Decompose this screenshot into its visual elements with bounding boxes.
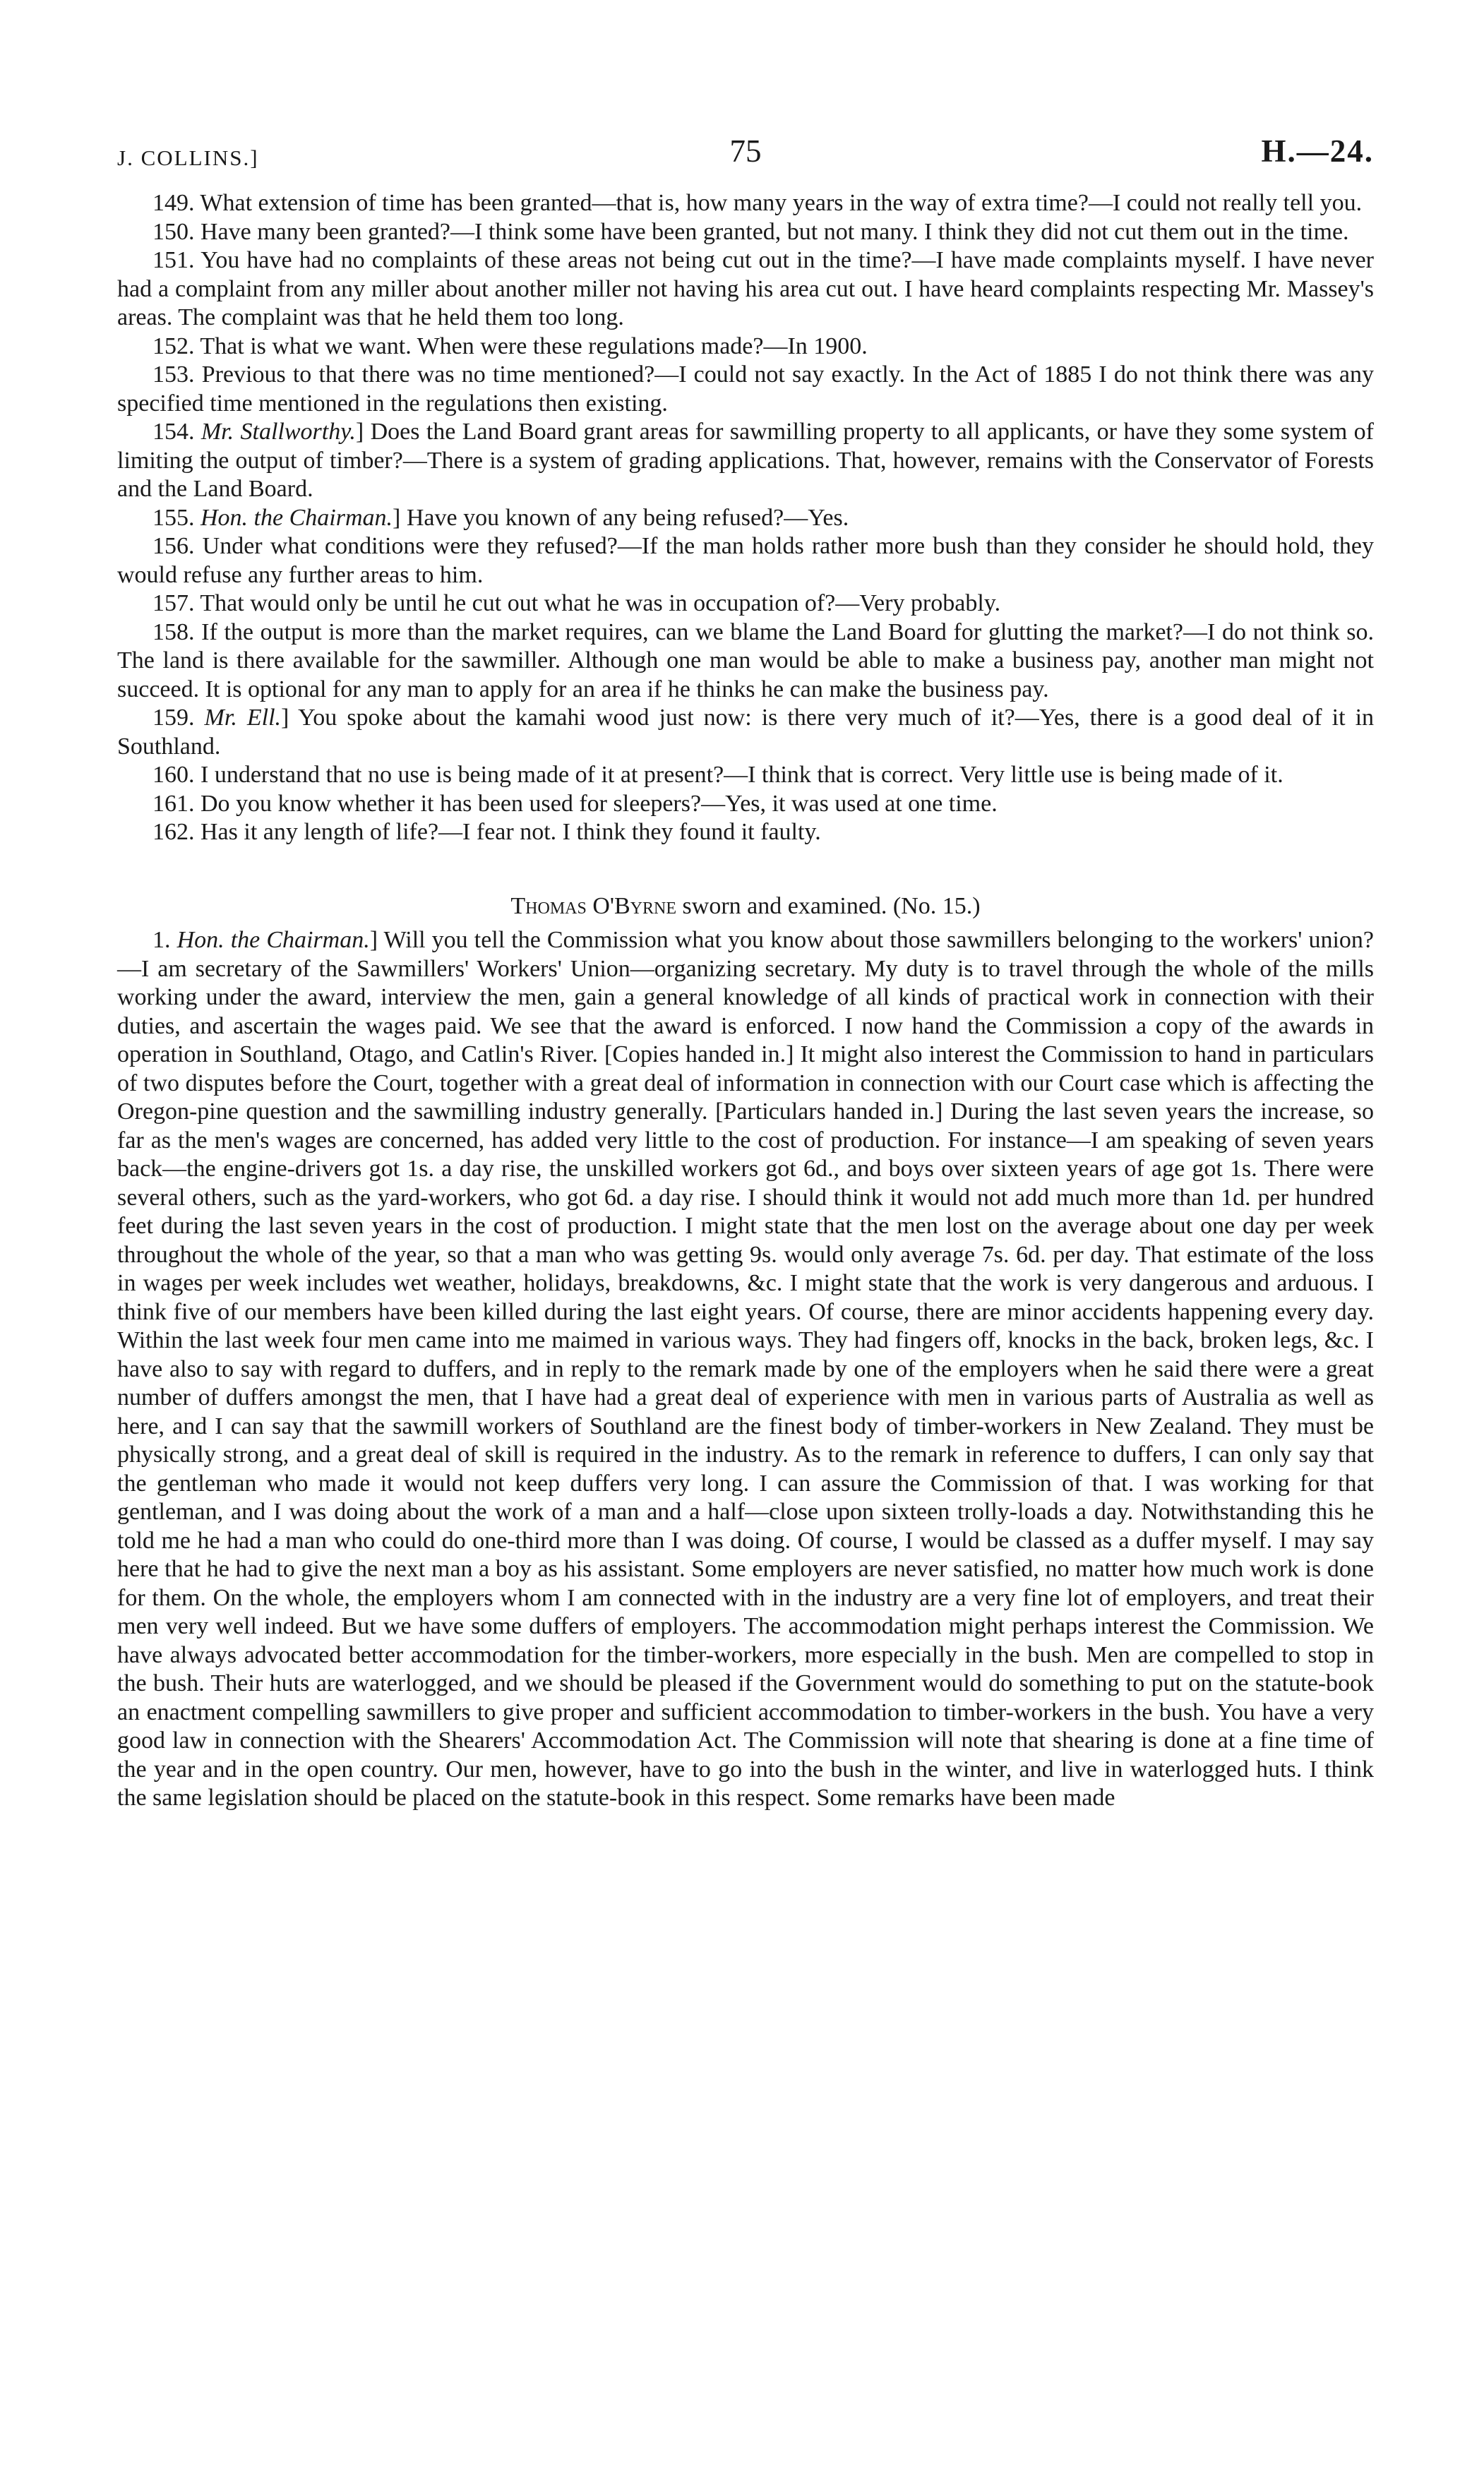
question-number: 149. xyxy=(152,190,195,216)
qa-paragraph xyxy=(117,618,1374,705)
qa-paragraph: 1. Hon. the Chairman.] Will you tell the Commission what you know about those sawmillers belonging to the workers' union?—I am secretary of the Sawmillers' Workers' Union—organizing secretary. My duty is to travel through the whole of the mills working under the award, interview the men, gain a general knowledge of all kinds of practical work in connection with their duties, and ascertain the wages paid. We see that the award is enforced. I now hand the Commission a copy of the awards in operation in Southland, Otago, and Catlin's River. [Copies handed in.] It might also interest the Commission to hand in particulars of two disputes before the Court, together with a great deal of information in connection with our Court case which is affecting the Oregon-pine question and the sawmilling industry generally. [Particulars handed in.] During the last seven years the increase, so far as the men's wages are concerned, has added very little to the cost of production. For instance—I am speaking of seven years back—the engine-drivers got 1s. a day rise, the unskilled workers got 6d., and boys over sixteen years of age got 1s. There were several others, such as the yard-workers, who got 6d. a day rise. I should think it would not add much more than 1d. per hundred feet during the last seven years in the cost of production. I might state that the men lost on the average about one day per week throughout the whole of the year, so that a man who was getting 9s. would only average 7s. 6d. per day. That estimate of the loss in wages per week includes wet weather, holidays, breakdowns, &c. I might state that the work is very dangerous and arduous. I think five of our members have been killed during the last eight years. Of course, there are minor accidents happening every day. Within the last week four men came into me maimed in various ways. They had fingers off, knocks in the back, broken legs, &c. I have also to say with regard to duffers, and in reply to the remark made by one of the employers when he said there were a great number of duffers amongst the men, that I have had a great deal of experience with men in various parts of Australia as well as here, and I can say that the sawmill workers of Southland are the finest body of timber-workers in New Zealand. They must be physically strong, and a great deal of skill is required in the industry. As to the remark in reference to duffers, I can only say that the gentleman who made it would not keep duffers very long. I can assure the Commission of that. I was working for that gentleman, and I was doing about the work of a man and a half—close upon sixteen trolly-loads a day. Notwithstanding this he told me he had a man who could do one-third more than I was doing. Of course, I would be classed as a duffer myself. I may say here that he had to give the next man a boy as his assistant. Some employers are never satisfied, no matter how much work is done for them. On the whole, the employers whom I am connected with in the industry are a very fine lot of employers, and treat their men very well indeed. But we have some duffers of employers. The accommodation might perhaps interest the Commission. We have always advocated better accommodation for the timber-workers, more especially in the bush. Men are compelled to stop in the bush. Their huts are waterlogged, and we should be pleased if the Government would do something to put on the statute-book an enactment compelling sawmillers to give proper and sufficient accommodation to timber-workers in the bush. You have a very good law in connection with the Shearers' Accommodation Act. The Commission will note that shearing is done at a fine time of the year and in the open country. Our men, however, have to go into the bush in the winter, and live in waterlogged huts. I think the same legislation should be placed on the statute-book in this respect. Some remarks have been made xyxy=(117,927,1375,1811)
qa-paragraph xyxy=(117,189,1374,218)
qa-text: Will you tell the Commission what you know about those sawmillers belonging to the workers' union?—I am secretary of the Sawmillers' Workers' Union—organizing secretary. My duty is to travel through the whole of the mills working under the award, interview the men, gain a general knowledge of all kinds of practical work in connection with their duties, and ascertain the wages paid. We see that the award is enforced. I now hand the Commission a copy of the awards in operation in Southland, Otago, and Catlin's River. [Copies handed in.] It might also interest the Commission to hand in particulars of two disputes before the Court, together with a great deal of information in connection with our Court case which is affecting the Oregon-pine question and the sawmilling industry generally. [Particulars handed in.] During the last seven years the increase, so far as the men's wages are concerned, has added very little to the cost of production. For instance—I am speaking of seven years back—the engine-drivers got 1s. a day rise, the unskilled workers got 6d., and boys over sixteen years of age got 1s. There were several others, such as the yard-workers, who got 6d. a day rise. I should think it would not add much more than 1d. per hundred feet during the last seven years in the cost of production. I might state that the men lost on the average about one day per week throughout the whole of the year, so that a man who was getting 9s. would only average 7s. 6d. per day. That estimate of the loss in wages per week includes wet weather, holidays, breakdowns, &c. I might state that the work is very dangerous and arduous. I think five of our members have been killed during the last eight years. Of course, there are minor accidents happening every day. Within the last week four men came into me maimed in various ways. They had fingers off, knocks in the back, broken legs, &c. I have also to say with regard to duffers, and in reply to the remark made by one of the employers when he said there were a great number of duffers amongst the men, that I have had a great deal of experience with men in various parts of Australia as well as here, and I can say that the sawmill workers of Southland are the finest body of timber-workers in New Zealand. They must be physically strong, and a great deal of skill is required in the industry. As to the remark in reference to duffers, I can only say that the gentleman who made it would not keep duffers very long. I can assure the Commission of that. I was working for that gentleman, and I was doing about the work of a man and a half—close upon sixteen trolly-loads a day. Notwithstanding this he told me he had a man who could do one-third more than I was doing. Of course, I would be classed as a duffer myself. I may say here that he had to give the next man a boy as his assistant. Some employers are never satisfied, no matter how much work is done for them. On the whole, the employers whom I am connected with in the industry are a very fine lot of employers, and treat their men very well indeed. But we have some duffers of employers. The accommodation might perhaps interest the Commission. We have always advocated better accommodation for the timber-workers, more especially in the bush. Men are compelled to stop in the bush. Their huts are waterlogged, and we should be pleased if the Government would do something to put on the statute-book an enactment compelling sawmillers to give proper and sufficient accommodation to timber-workers in the bush. You have a very good law in connection with the Shearers' Accommodation Act. The Commission will note that shearing is done at a fine time of the year and in the open country. Our men, however, have to go into the bush in the winter, and live in waterlogged huts. I think the same legislation should be placed on the statute-book in this respect. Some remarks have been made xyxy=(117,927,1375,1811)
question-number: 161. xyxy=(152,790,195,817)
question-number: 160. xyxy=(152,762,195,788)
question-number: 155. xyxy=(152,504,195,531)
qa-paragraph xyxy=(117,761,1374,790)
question-number: 150. xyxy=(152,218,195,245)
qa-text: If the output is more than the market requires, can we blame the Land Board for glutting the market?—I do not think so. The land is there available for the sawmiller. Although one man would be able to make a business pay, another man might not succeed. It is optional for any man to apply for an area if he thinks he can make the business pay. xyxy=(117,618,1375,702)
witness-name: Thomas O'Byrne xyxy=(510,892,677,919)
qa-text: Under what conditions were they refused?—If the man holds rather more bush than they consider he should hold, they would refuse any further areas to him. xyxy=(117,533,1375,588)
qa-paragraph xyxy=(117,790,1374,819)
qa-text: Previous to that there was no time mentioned?—I could not say exactly. In the Act of 1885 I do not think there was any specified time mentioned in the regulations then existing. xyxy=(117,361,1375,417)
qa-paragraph: 154. Mr. Stallworthy.] Does the Land Board grant areas for sawmilling property to all applicants, or have they some system of limiting the output of timber?—There is a system of grading applications. That, however, remains with the Conservator of Forests and the Land Board. xyxy=(117,419,1374,502)
qa-paragraph xyxy=(117,218,1374,247)
qa-text: That is what we want. When were these regulations made?—In 1900. xyxy=(200,333,868,359)
qa-paragraph xyxy=(117,818,1374,847)
qa-text: Do you know whether it has been used for sleepers?—Yes, it was used at one time. xyxy=(201,790,998,817)
qa-paragraph: 155. Hon. the Chairman.] Have you known of any being refused?—Yes. xyxy=(152,504,849,531)
sworn-text: sworn and examined. (No. 15.) xyxy=(676,892,981,919)
page-header xyxy=(117,133,1374,189)
question-number: 162. xyxy=(152,819,195,845)
speaker-name: Hon. the Chairman. xyxy=(176,927,370,953)
qa-text: What extension of time has been granted—that is, how many years in the way of extra time?—I could not really tell you. xyxy=(200,190,1363,216)
qa-paragraph xyxy=(117,333,1374,361)
qa-text: Does the Land Board grant areas for sawmilling property to all applicants, or have they some system of limiting the output of timber?—There is a system of grading applications. That, however, remains with the Conservator of Forests and the Land Board. xyxy=(117,419,1374,502)
speaker-name: Hon. the Chairman. xyxy=(201,504,393,531)
question-number: 157. xyxy=(152,590,195,616)
qa-paragraph xyxy=(117,532,1374,589)
qa-text: That would only be until he cut out what he was in occupation of?—Very probably. xyxy=(200,590,1001,616)
document-page xyxy=(117,133,1374,1813)
question-number: 154. xyxy=(152,419,195,445)
qa-block-collins xyxy=(117,189,1374,847)
question-number: 159. xyxy=(152,705,195,731)
qa-text: You spoke about the kamahi wood just now: is there very much of it?—Yes, there is a good deal of it in Southland. xyxy=(117,705,1375,760)
report-id: H.—24. xyxy=(1261,133,1374,169)
question-number: 151. xyxy=(152,247,195,273)
qa-paragraph xyxy=(117,589,1374,618)
qa-paragraph xyxy=(117,246,1374,333)
qa-text: Have you known of any being refused?—Yes. xyxy=(406,504,849,531)
qa-text: I understand that no use is being made of it at present?—I think that is correct. Very little use is being made of it. xyxy=(201,762,1283,788)
qa-paragraph: 159. Mr. Ell.] You spoke about the kamahi wood just now: is there very much of it?—Yes, there is a good deal of it in Southland. xyxy=(117,705,1375,760)
witness-running-head: J. COLLINS.] xyxy=(117,145,259,170)
question-number: 152. xyxy=(152,333,195,359)
section-heading xyxy=(117,892,1374,921)
qa-block-obyrne xyxy=(117,926,1374,1813)
question-number: 156. xyxy=(152,533,195,559)
speaker-name: Mr. Stallworthy. xyxy=(201,419,356,445)
qa-text: Have many been granted?—I think some have been granted, but not many. I think they did not cut them out in the time. xyxy=(201,218,1349,245)
question-number: 158. xyxy=(152,618,195,645)
question-number: 1. xyxy=(152,927,171,953)
qa-text: You have had no complaints of these areas not being cut out in the time?—I have made complaints myself. I have never had a complaint from any miller about another miller not having his area cut out. I have heard complaints respecting Mr. Massey's areas. The complaint was that he held them too long. xyxy=(117,247,1374,330)
qa-paragraph xyxy=(117,361,1374,418)
speaker-name: Mr. Ell. xyxy=(204,705,282,731)
qa-text: Has it any length of life?—I fear not. I think they found it faulty. xyxy=(201,819,821,845)
question-number: 153. xyxy=(152,361,195,388)
page-number: 75 xyxy=(729,133,762,169)
